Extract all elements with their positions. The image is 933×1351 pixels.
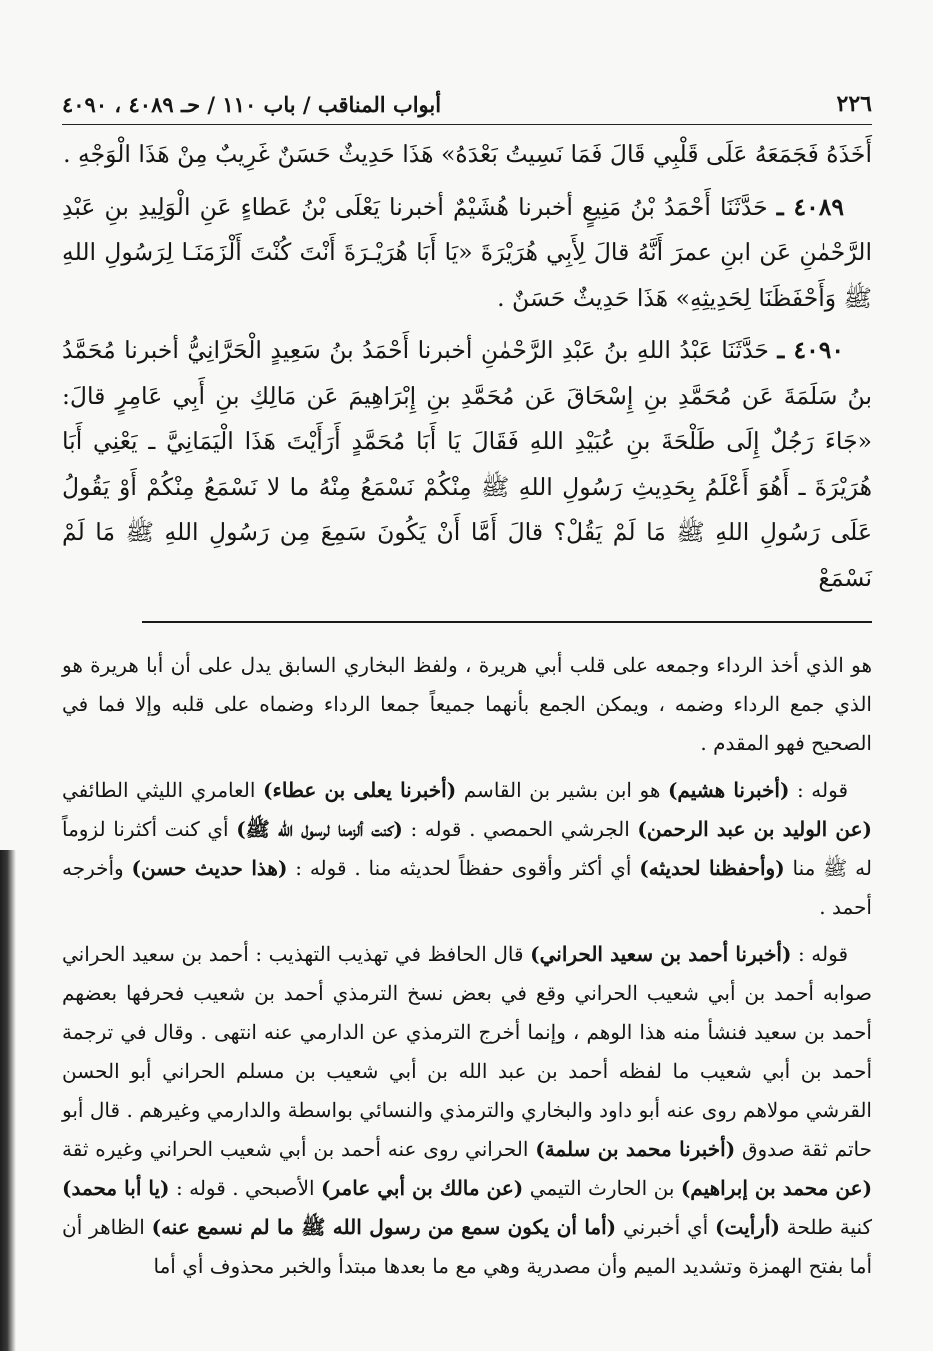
quoted-phrase: (أرأيت) bbox=[715, 1215, 780, 1239]
quoted-phrase: (أخبرنا يعلى بن عطاء) bbox=[262, 778, 457, 802]
quoted-phrase: (أخبرنا محمد بن سلمة) bbox=[535, 1137, 736, 1161]
text-run: قال الحافظ في تهذيب التهذيب : أحمد بن سعيد الحراني صوابه أحمد بن أبي شعيب الحراني وقع في بعض نسخ الترمذي أحمد بن شعيب فحرفها بعضهم أحمد بن سعيد فنشأ منه هذا الوهم ، وإنما أخرج الترمذي عن الدارمي عنه انتهى . وقال في ترجمة أحمد بن أبي شعيب ما لفظه أحمد بن عبد الله بن أبي شعيب بن مسلم الحراني أبو الحسن القرشي مولاهم روى عنه أبو داود والبخاري والترمذي والنسائي بواسطة والدارمي وغيرهم . قال أبو حاتم ثقة صدوق bbox=[62, 942, 873, 1161]
quoted-phrase: (أخبرنا هشيم) bbox=[667, 778, 790, 802]
quoted-phrase: (عن محمد بن إبراهيم) bbox=[680, 1176, 873, 1200]
text-run: قوله : bbox=[798, 942, 849, 966]
hadith-number-4090: ٤٠٩٠ ـ bbox=[777, 336, 844, 364]
text-run: الظاهر أن أما بفتح الهمزة وتشديد الميم وأن مصدرية وهي مع ما بعدها مبتدأ والخبر محذوف أي أما bbox=[62, 1215, 872, 1278]
scan-edge-shadow bbox=[0, 850, 16, 1351]
commentary-paragraph-3 bbox=[62, 935, 872, 1286]
book-page bbox=[62, 84, 872, 1324]
page-number: ٢٢٦ bbox=[836, 91, 872, 117]
text-run: بن الحارث التيمي bbox=[529, 1176, 675, 1200]
quoted-phrase: (عن مالك بن أبي عامر) bbox=[320, 1176, 524, 1200]
footnote-divider bbox=[142, 621, 872, 623]
quoted-phrase: (أما أن يكون سمع من رسول الله ﷺ ما لم نسمع عنه) bbox=[151, 1215, 617, 1239]
quoted-phrase: (عن الوليد بن عبد الرحمن) bbox=[637, 817, 873, 841]
quoted-phrase: (أخبرنا أحمد بن سعيد الحراني) bbox=[530, 942, 792, 966]
commentary-paragraph-2 bbox=[62, 771, 872, 927]
text-run: وأخرجه أحمد . bbox=[62, 856, 872, 919]
text-run: كنية طلحة bbox=[786, 1215, 873, 1239]
text-run: أي أخبرني bbox=[622, 1215, 709, 1239]
hadith-4089-text: حَدَّثَنَا أَحْمَدُ بْنُ مَنِيعٍ أخبرنا هُشَيْمٌ أخبرنا يَعْلَى بْنُ عَطاءٍ عَنِ الْوَلِيدِ بنِ عَبْدِ الرَّحْمٰنِ عَن ابنِ عمرَ أَنَّهُ قالَ لِأَبِي هُرَيْرَةَ «يَا أَبَا هُرَيْـرَةَ أَنْتَ كُنْتَ أَلْزَمَنَـا لِرَسُولِ اللهِ ﷺ وَأَحْفَظَنَا لِحَدِيثِهِ» هَذَا حَدِيثٌ حَسَنٌ . bbox=[62, 192, 872, 312]
quoted-phrase: (يا أبا محمد) bbox=[62, 1176, 170, 1200]
hadith-text-block bbox=[62, 132, 872, 608]
continuation-paragraph: أَخَذَهُ فَجَمَعَهُ عَلَى قَلْبِي قَالَ فَمَا نَسِيتُ بَعْدَهُ» هَذَا حَدِيثٌ حَسَنٌ غَرِيبٌ مِنْ هَذَا الْوَجْهِ . bbox=[63, 140, 872, 168]
running-header bbox=[62, 84, 872, 125]
text-run: الحراني روى عنه أحمد بن أبي شعيب الحراني وغيره ثقة bbox=[62, 1137, 529, 1161]
commentary-block bbox=[62, 646, 872, 1294]
text-run: الأصبحي . قوله : bbox=[175, 1176, 315, 1200]
text-run: قوله : bbox=[797, 778, 849, 802]
text-run: أي أكثر وأقوى حفظاً لحديثه منا . قوله : bbox=[295, 856, 632, 880]
quoted-phrase: (كنت ألزمنا لرسول الله ﷺ) bbox=[236, 817, 403, 841]
quoted-phrase: (هذا حديث حسن) bbox=[131, 856, 288, 880]
hadith-number-4089: ٤٠٨٩ ـ bbox=[776, 192, 844, 221]
chapter-reference: أبواب المناقب / باب ١١٠ / حـ ٤٠٨٩ ، ٤٠٩٠ bbox=[62, 91, 442, 117]
hadith-4089 bbox=[62, 185, 872, 322]
hadith-4090 bbox=[62, 328, 872, 601]
text-run: العامري الليثي الطائفي bbox=[62, 778, 256, 802]
hadith-4090-text: حَدَّثَنَا عَبْدُ اللهِ بنُ عَبْدِ الرَّحْمٰنِ أخبرنا أَحْمَدُ بنُ سَعِيدٍ الْحَرَّانِيُّ أخبرنا مُحَمَّدُ بنُ سَلَمَةَ عَن مُحَمَّدِ بنِ إِسْحَاقَ عَن مُحَمَّدِ بنِ إِبْرَاهِيمَ عَن مَالِكِ بنِ أَبِي عَامِرٍ قالَ: «جَاءَ رَجُلٌ إِلَى طَلْحَةَ بنِ عُبَيْدِ اللهِ فَقَالَ يَا أَبَا مُحَمَّدٍ أَرَأَيْتَ هَذَا الْيَمَانِيَّ ـ يَعْنِي أَبَا هُرَيْرَةَ ـ أَهُوَ أَعْلَمُ بِحَدِيثِ رَسُولِ اللهِ ﷺ مِنْكُمْ نَسْمَعُ مِنْهُ ما لا نَسْمَعُ مِنْكُمْ أَوْ يَقُولُ عَلَى رَسُولِ اللهِ ﷺ مَا لَمْ يَقُلْ؟ قالَ أَمَّا أَنْ يَكُونَ سَمِعَ مِن رَسُولِ اللهِ ﷺ مَا لَمْ نَسْمَعْ bbox=[62, 336, 872, 592]
text-run: أي كنت أكثرنا لزوماً له ﷺ منا bbox=[62, 817, 872, 880]
quoted-phrase: (وأحفظنا لحديثه) bbox=[639, 856, 785, 880]
text-run: الجرشي الحمصي . قوله : bbox=[410, 817, 630, 841]
commentary-paragraph-1: هو الذي أخذ الرداء وجمعه على قلب أبي هريرة ، ولفظ البخاري السابق يدل على أن أبا هريرة هو الذي جمع الرداء وضمه ، ويمكن الجمع بأنهما جميعاً جمعا الرداء وضماه على قلبه وإلا فما في الصحيح فهو المقدم . bbox=[62, 653, 872, 755]
text-run: هو ابن بشير بن القاسم bbox=[463, 778, 661, 802]
